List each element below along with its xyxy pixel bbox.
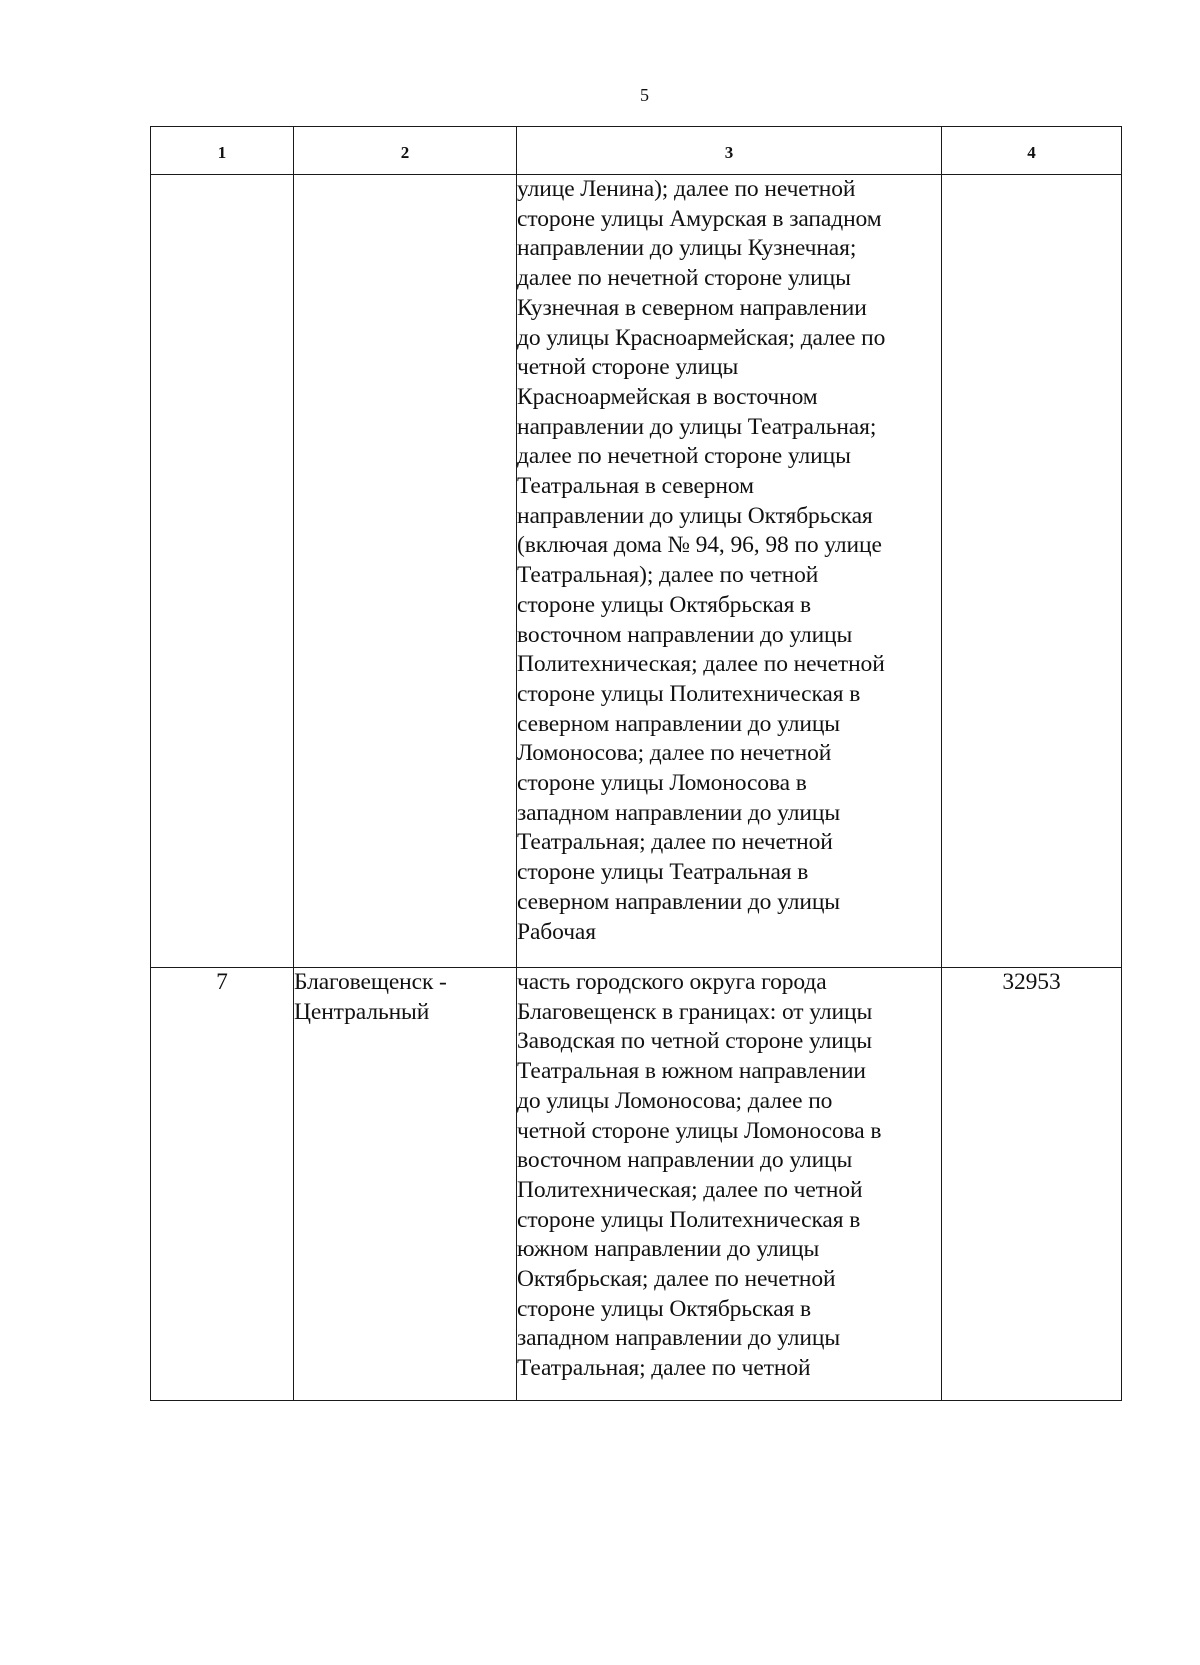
text-line: северном направлении до улицы bbox=[517, 888, 840, 915]
text-line: Театральная; далее по нечетной bbox=[517, 829, 833, 856]
column-header-1: 1 bbox=[151, 127, 294, 175]
text-line: Театральная в южном направлении bbox=[517, 1058, 866, 1085]
district-name-cell bbox=[294, 968, 517, 1401]
text-line: восточном направлении до улицы bbox=[517, 1147, 853, 1174]
population-cell: 32953 bbox=[942, 968, 1122, 1401]
text-line: Красноармейская в восточном bbox=[517, 383, 818, 410]
column-header-4: 4 bbox=[942, 127, 1122, 175]
text-line: далее по нечетной стороне улицы bbox=[517, 265, 851, 292]
text-line: Октябрьская; далее по нечетной bbox=[517, 1266, 836, 1293]
text-line: стороне улицы Ломоносова в bbox=[517, 770, 807, 797]
text-line: Политехническая; далее по нечетной bbox=[517, 651, 885, 678]
text-line: четной стороне улицы Ломоносова в bbox=[517, 1117, 882, 1144]
row-number-cell bbox=[151, 175, 294, 968]
page-number: 5 bbox=[640, 85, 649, 105]
column-header-2: 2 bbox=[294, 127, 517, 175]
text-line: далее по нечетной стороне улицы bbox=[517, 443, 851, 470]
boundary-description-cell bbox=[517, 175, 942, 968]
text-line: часть городского округа города bbox=[517, 969, 827, 995]
text-line: Рабочая bbox=[517, 918, 596, 945]
text-line: стороне улицы Театральная в bbox=[517, 859, 809, 886]
text-line: Театральная); далее по четной bbox=[517, 562, 819, 589]
text-line: южном направлении до улицы bbox=[517, 1236, 820, 1263]
population-cell bbox=[942, 175, 1122, 968]
text-line: стороне улицы Политехническая в bbox=[517, 1206, 861, 1233]
text-line: Ломоносова; далее по нечетной bbox=[517, 740, 832, 767]
text-line: направлении до улицы Кузнечная; bbox=[517, 235, 857, 262]
text-line: стороне улицы Политехническая в bbox=[517, 680, 861, 707]
district-name-cell bbox=[294, 175, 517, 968]
text-line: Заводская по четной стороне улицы bbox=[517, 1028, 872, 1055]
boundary-description-cell bbox=[517, 968, 942, 1401]
text-line: восточном направлении до улицы bbox=[517, 621, 853, 648]
text-line: Кузнечная в северном направлении bbox=[517, 294, 867, 321]
text-line: Благовещенск в границах: от улицы bbox=[517, 998, 873, 1025]
text-line: Театральная; далее по четной bbox=[517, 1355, 811, 1382]
text-line: Центральный bbox=[294, 998, 430, 1025]
column-header-3: 3 bbox=[517, 127, 942, 175]
text-line: стороне улицы Октябрьская в bbox=[517, 591, 812, 618]
text-line: Политехническая; далее по четной bbox=[517, 1176, 863, 1203]
text-line: Благовещенск - bbox=[294, 969, 447, 995]
text-line: до улицы Ломоносова; далее по bbox=[517, 1087, 833, 1114]
text-line: направлении до улицы Театральная; bbox=[517, 413, 877, 440]
text-line: стороне улицы Амурская в западном bbox=[517, 205, 882, 232]
districts-table bbox=[150, 126, 1122, 1401]
text-line: северном направлении до улицы bbox=[517, 710, 840, 737]
table-header-row bbox=[151, 127, 1122, 175]
text-line: стороне улицы Октябрьская в bbox=[517, 1295, 812, 1322]
table-row bbox=[151, 175, 1122, 968]
table-row bbox=[151, 968, 1122, 1401]
text-line: направлении до улицы Октябрьская bbox=[517, 502, 873, 529]
text-line: Театральная в северном bbox=[517, 473, 754, 500]
text-line: улице Ленина); далее по нечетной bbox=[517, 176, 856, 202]
text-line: западном направлении до улицы bbox=[517, 799, 841, 826]
text-line: четной стороне улицы bbox=[517, 354, 739, 381]
text-line: (включая дома № 94, 96, 98 по улице bbox=[517, 532, 882, 559]
row-number-cell: 7 bbox=[151, 968, 294, 1401]
text-line: до улицы Красноармейская; далее по bbox=[517, 324, 886, 351]
text-line: западном направлении до улицы bbox=[517, 1325, 841, 1352]
